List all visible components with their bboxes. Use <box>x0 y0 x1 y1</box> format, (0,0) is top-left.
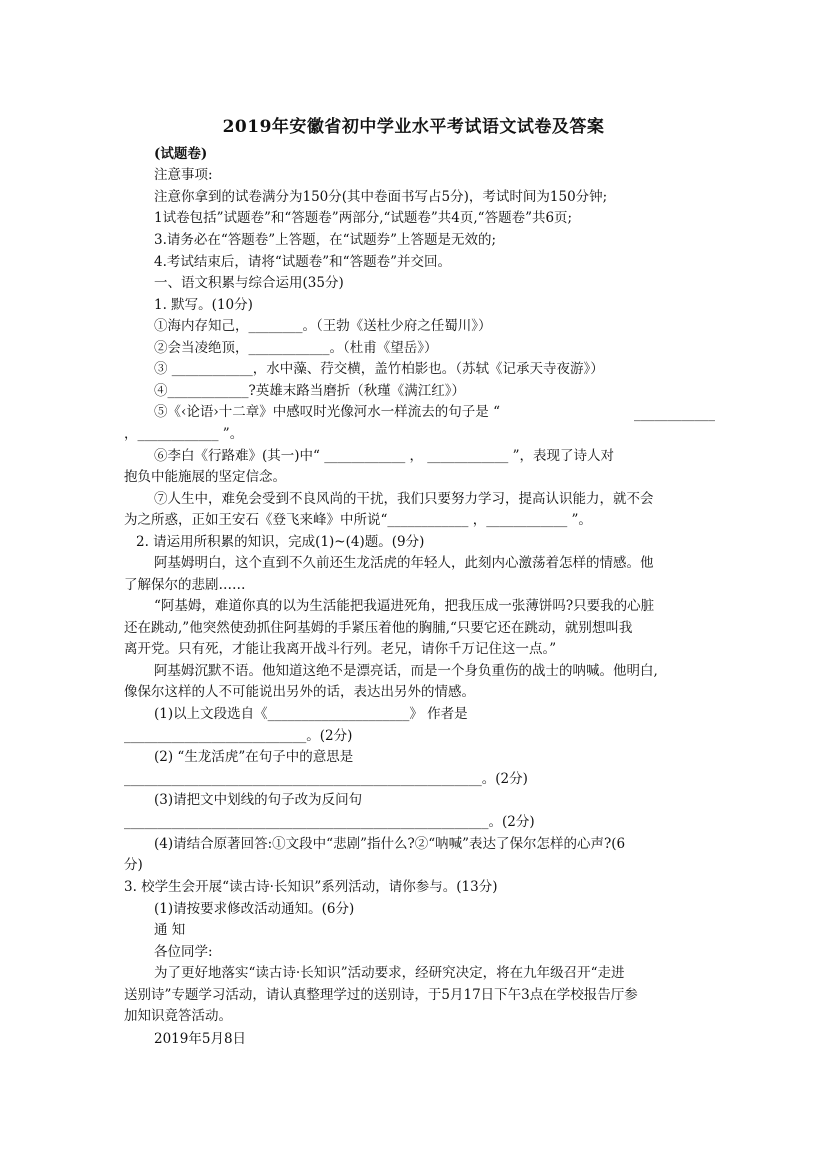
subquestion-3-blank: ______________________________________________________。(2分) <box>124 814 535 830</box>
passage-para-1: 阿基姆明白，这个直到不久前还生龙活虎的年轻人，此刻内心激荡着怎样的情感。他 <box>154 555 654 571</box>
notice-body-cont-2: 加知识竟答活动。 <box>124 1008 232 1024</box>
question-1-item-7-cont: 为之所惑，正如王安石《登飞来峰》中所说“____________ ，____________ ”。 <box>124 512 592 528</box>
question-1-item-2: ②会当凌绝顶，____________。（杜甫《望岳》） <box>154 340 438 356</box>
subquestion-2: (2) “生龙活虎”在句子中的意思是 <box>154 749 354 765</box>
subquestion-2-blank: _____________________________________________________。(2分) <box>124 771 528 787</box>
page-title: 2019年安徽省初中学业水平考试语文试卷及答案 <box>222 117 605 137</box>
question-1-item-5-cont: ，____________ ”。 <box>124 426 244 442</box>
note-4: 4.考试结束后，请将“试题卷”和“答题卷”并交回。 <box>154 254 451 270</box>
question-1-item-3: ③ ____________，水中藻、荇交横，盖竹柏影也。（苏轼《记承天寺夜游》） <box>154 361 604 377</box>
question-3: 3. 校学生会开展“读古诗·长知识”系列活动，请你参与。(13分) <box>124 879 498 895</box>
question-1: 1. 默写。(10分) <box>154 297 253 313</box>
passage-para-2: “阿基姆，难道你真的以为生活能把我逼进死角，把我压成一张薄饼吗?只要我的心脏 <box>154 598 655 614</box>
subquestion-3: (3)请把文中划线的句子改为反问句 <box>154 792 363 808</box>
question-1-item-6: ⑥李白《行路难》(其一)中“ ____________ ， ____________ ”，表现了诗人对 <box>154 448 615 464</box>
question-1-item-5: ⑤《‹论语›十二章》中感叹时光像河水一样流去的句子是 “ <box>154 404 500 420</box>
subquestion-1-blank: ___________________________。(2分) <box>124 728 353 744</box>
notes-title: 注意事项: <box>154 167 213 183</box>
passage-para-2-cont-2: 离开党。只有死，才能让我离开战斗行列。老兄，请你千万记住这一点。” <box>124 641 557 657</box>
question-2: 2. 请运用所积累的知识，完成(1)~(4)题。(9分) <box>136 534 425 550</box>
question-1-item-6-cont: 抱负中能施展的坚定信念。 <box>124 469 286 485</box>
notice-greeting: 各位同学: <box>154 944 213 960</box>
passage-para-3-cont: 像保尔这样的人不可能说出另外的话，表达出另外的情感。 <box>124 684 475 700</box>
subquestion-1: (1)以上文段选自《_____________________》 作者是 <box>154 706 468 722</box>
question-1-item-7: ⑦人生中，难免会受到不良风尚的干扰，我们只要努力学习，提高认识能力，就不会 <box>154 491 654 507</box>
note-1: 注意你拿到的试卷满分为150分(其中卷面书写占5分)，考试时间为150分钟; <box>154 189 608 205</box>
notice-title: 通 知 <box>154 922 186 938</box>
question-1-item-4: ④____________?英雄末路当磨折（秋瑾《满江红》） <box>154 383 465 399</box>
notice-body: 为了更好地落实“读古诗·长知识”活动要求，经研究决定，将在九年级召开“走进 <box>154 965 625 981</box>
subquestion-4: (4)请结合原著回答:①文段中“悲剧”指什么?②“呐喊”表达了保尔怎样的心声?(6 <box>154 836 626 852</box>
passage-para-1-cont: 了解保尔的悲剧…… <box>124 577 246 593</box>
note-2: 1试卷包括”试题卷”和“答题卷”两部分,“试题卷”共4页,“答题卷”共6页; <box>154 210 573 226</box>
passage-para-3: 阿基姆沉默不语。他知道这绝不是漂亮话，而是一个身负重伤的战士的呐喊。他明白, <box>154 663 658 679</box>
section-heading: 一、语文积累与综合运用(35分) <box>154 275 344 291</box>
question-3-item-1: (1)请按要求修改活动通知。(6分) <box>154 901 355 917</box>
question-1-item-1: ①海内存知己，________。（王勃《送杜少府之任蜀川》） <box>154 318 492 334</box>
note-3: 3.请务必在“答题卷”上答题，在“试题券”上答题是无效的; <box>154 232 497 248</box>
notice-body-cont: 送别诗”专题学习活动，请认真整理学过的送别诗，于5月17日下午3点在学校报告厅参 <box>124 987 638 1003</box>
question-1-item-5-blank: ____________ <box>634 406 715 422</box>
passage-para-2-cont: 还在跳动,”他突然使劲抓住阿基姆的手紧压着他的胸脯,“只要它还在跳动，就别想叫我 <box>124 620 633 636</box>
paper-label: (试题卷) <box>154 146 208 162</box>
notice-date: 2019年5月8日 <box>154 1031 247 1047</box>
subquestion-4-cont: 分) <box>124 857 143 873</box>
